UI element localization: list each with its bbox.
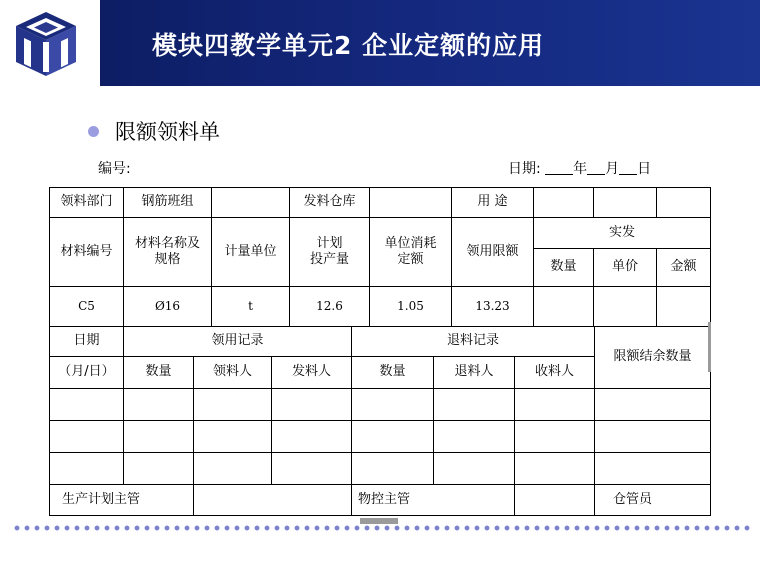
- warehouse-label: 发料仓库: [290, 188, 370, 218]
- section-heading: [88, 116, 220, 146]
- year-label: 年: [573, 161, 588, 177]
- slide-handle-mark: [360, 518, 398, 524]
- bullet-dot-icon: [88, 126, 99, 137]
- control-supervisor-label: 物控主管: [352, 485, 515, 516]
- amount-header: 金额: [657, 249, 711, 287]
- day-label: 日: [637, 161, 652, 177]
- empty-cell: [594, 287, 657, 327]
- form-date: [508, 158, 651, 178]
- limit-value: 13.23: [452, 287, 534, 327]
- form-number-label: 编号:: [98, 161, 131, 177]
- balance-header: 限额结余数量: [595, 327, 711, 389]
- section-title: 限额领料单: [115, 120, 220, 144]
- actual-header: 实发: [534, 218, 711, 249]
- receive-record-header: 领用记录: [124, 327, 352, 357]
- keeper-label: 仓管员: [595, 485, 711, 516]
- empty-cell: [657, 188, 711, 218]
- receiver-header: 领料人: [194, 357, 272, 389]
- empty-cell: [657, 287, 711, 327]
- empty-cell: [534, 188, 594, 218]
- cube-logo-icon: [10, 8, 82, 80]
- empty-cell: [194, 485, 352, 516]
- unit-value: t: [212, 287, 290, 327]
- unit-header: 计量单位: [212, 218, 290, 287]
- price-header: 单价: [594, 249, 657, 287]
- return-qty-header: 数量: [352, 357, 434, 389]
- issuer-header: 发料人: [272, 357, 352, 389]
- date-header: 日期: [50, 327, 124, 357]
- name-spec-header: [124, 218, 212, 287]
- empty-cell: [534, 287, 594, 327]
- name-spec-line1: 材料名称及: [134, 235, 200, 251]
- date-format-header: （月/日）: [50, 357, 124, 389]
- month-blank: [587, 160, 605, 175]
- name-spec-value: Ø16: [124, 287, 212, 327]
- table-row: [50, 188, 711, 218]
- month-label: 月: [605, 161, 620, 177]
- table-row: [50, 485, 711, 516]
- dept-label: 领料部门: [50, 188, 124, 218]
- plan-header: [290, 218, 370, 287]
- material-code-header: 材料编号: [50, 218, 124, 287]
- limit-header: 领用限额: [452, 218, 534, 287]
- plan-line1: 计划: [316, 235, 343, 251]
- table-row: [50, 421, 711, 453]
- material-requisition-form: [49, 187, 710, 516]
- table-row: [50, 327, 711, 357]
- consume-line1: 单位消耗: [384, 235, 437, 251]
- empty-cell: [515, 485, 595, 516]
- empty-cell: [370, 188, 452, 218]
- year-blank: [545, 160, 573, 175]
- returner-header: 退料人: [434, 357, 515, 389]
- table-row: [50, 453, 711, 485]
- lower-table: [49, 326, 711, 516]
- collector-header: 收料人: [515, 357, 595, 389]
- table-row: [50, 287, 711, 327]
- dotted-divider: [12, 525, 754, 531]
- slide-handle-mark: [708, 322, 711, 372]
- empty-cell: [212, 188, 290, 218]
- plan-line2: 投产量: [309, 252, 349, 267]
- name-spec-line2: 规格: [154, 252, 181, 267]
- upper-table: [49, 187, 711, 327]
- logo-area: [0, 0, 100, 86]
- plan-value: 12.6: [290, 287, 370, 327]
- title-banner: [0, 0, 760, 86]
- page-title: 模块四教学单元2 企业定额的应用: [152, 31, 545, 60]
- date-label: 日期:: [508, 161, 541, 177]
- consume-value: 1.05: [370, 287, 452, 327]
- return-record-header: 退料记录: [352, 327, 595, 357]
- consume-line2: 定额: [397, 252, 424, 267]
- consume-header: [370, 218, 452, 287]
- empty-cell: [594, 188, 657, 218]
- material-code-value: C5: [50, 287, 124, 327]
- qty-header: 数量: [534, 249, 594, 287]
- dept-value: 钢筋班组: [124, 188, 212, 218]
- purpose-label: 用 途: [452, 188, 534, 218]
- table-row: [50, 218, 711, 249]
- receive-qty-header: 数量: [124, 357, 194, 389]
- day-blank: [619, 160, 637, 175]
- production-supervisor-label: 生产计划主管: [50, 485, 194, 516]
- table-row: [50, 389, 711, 421]
